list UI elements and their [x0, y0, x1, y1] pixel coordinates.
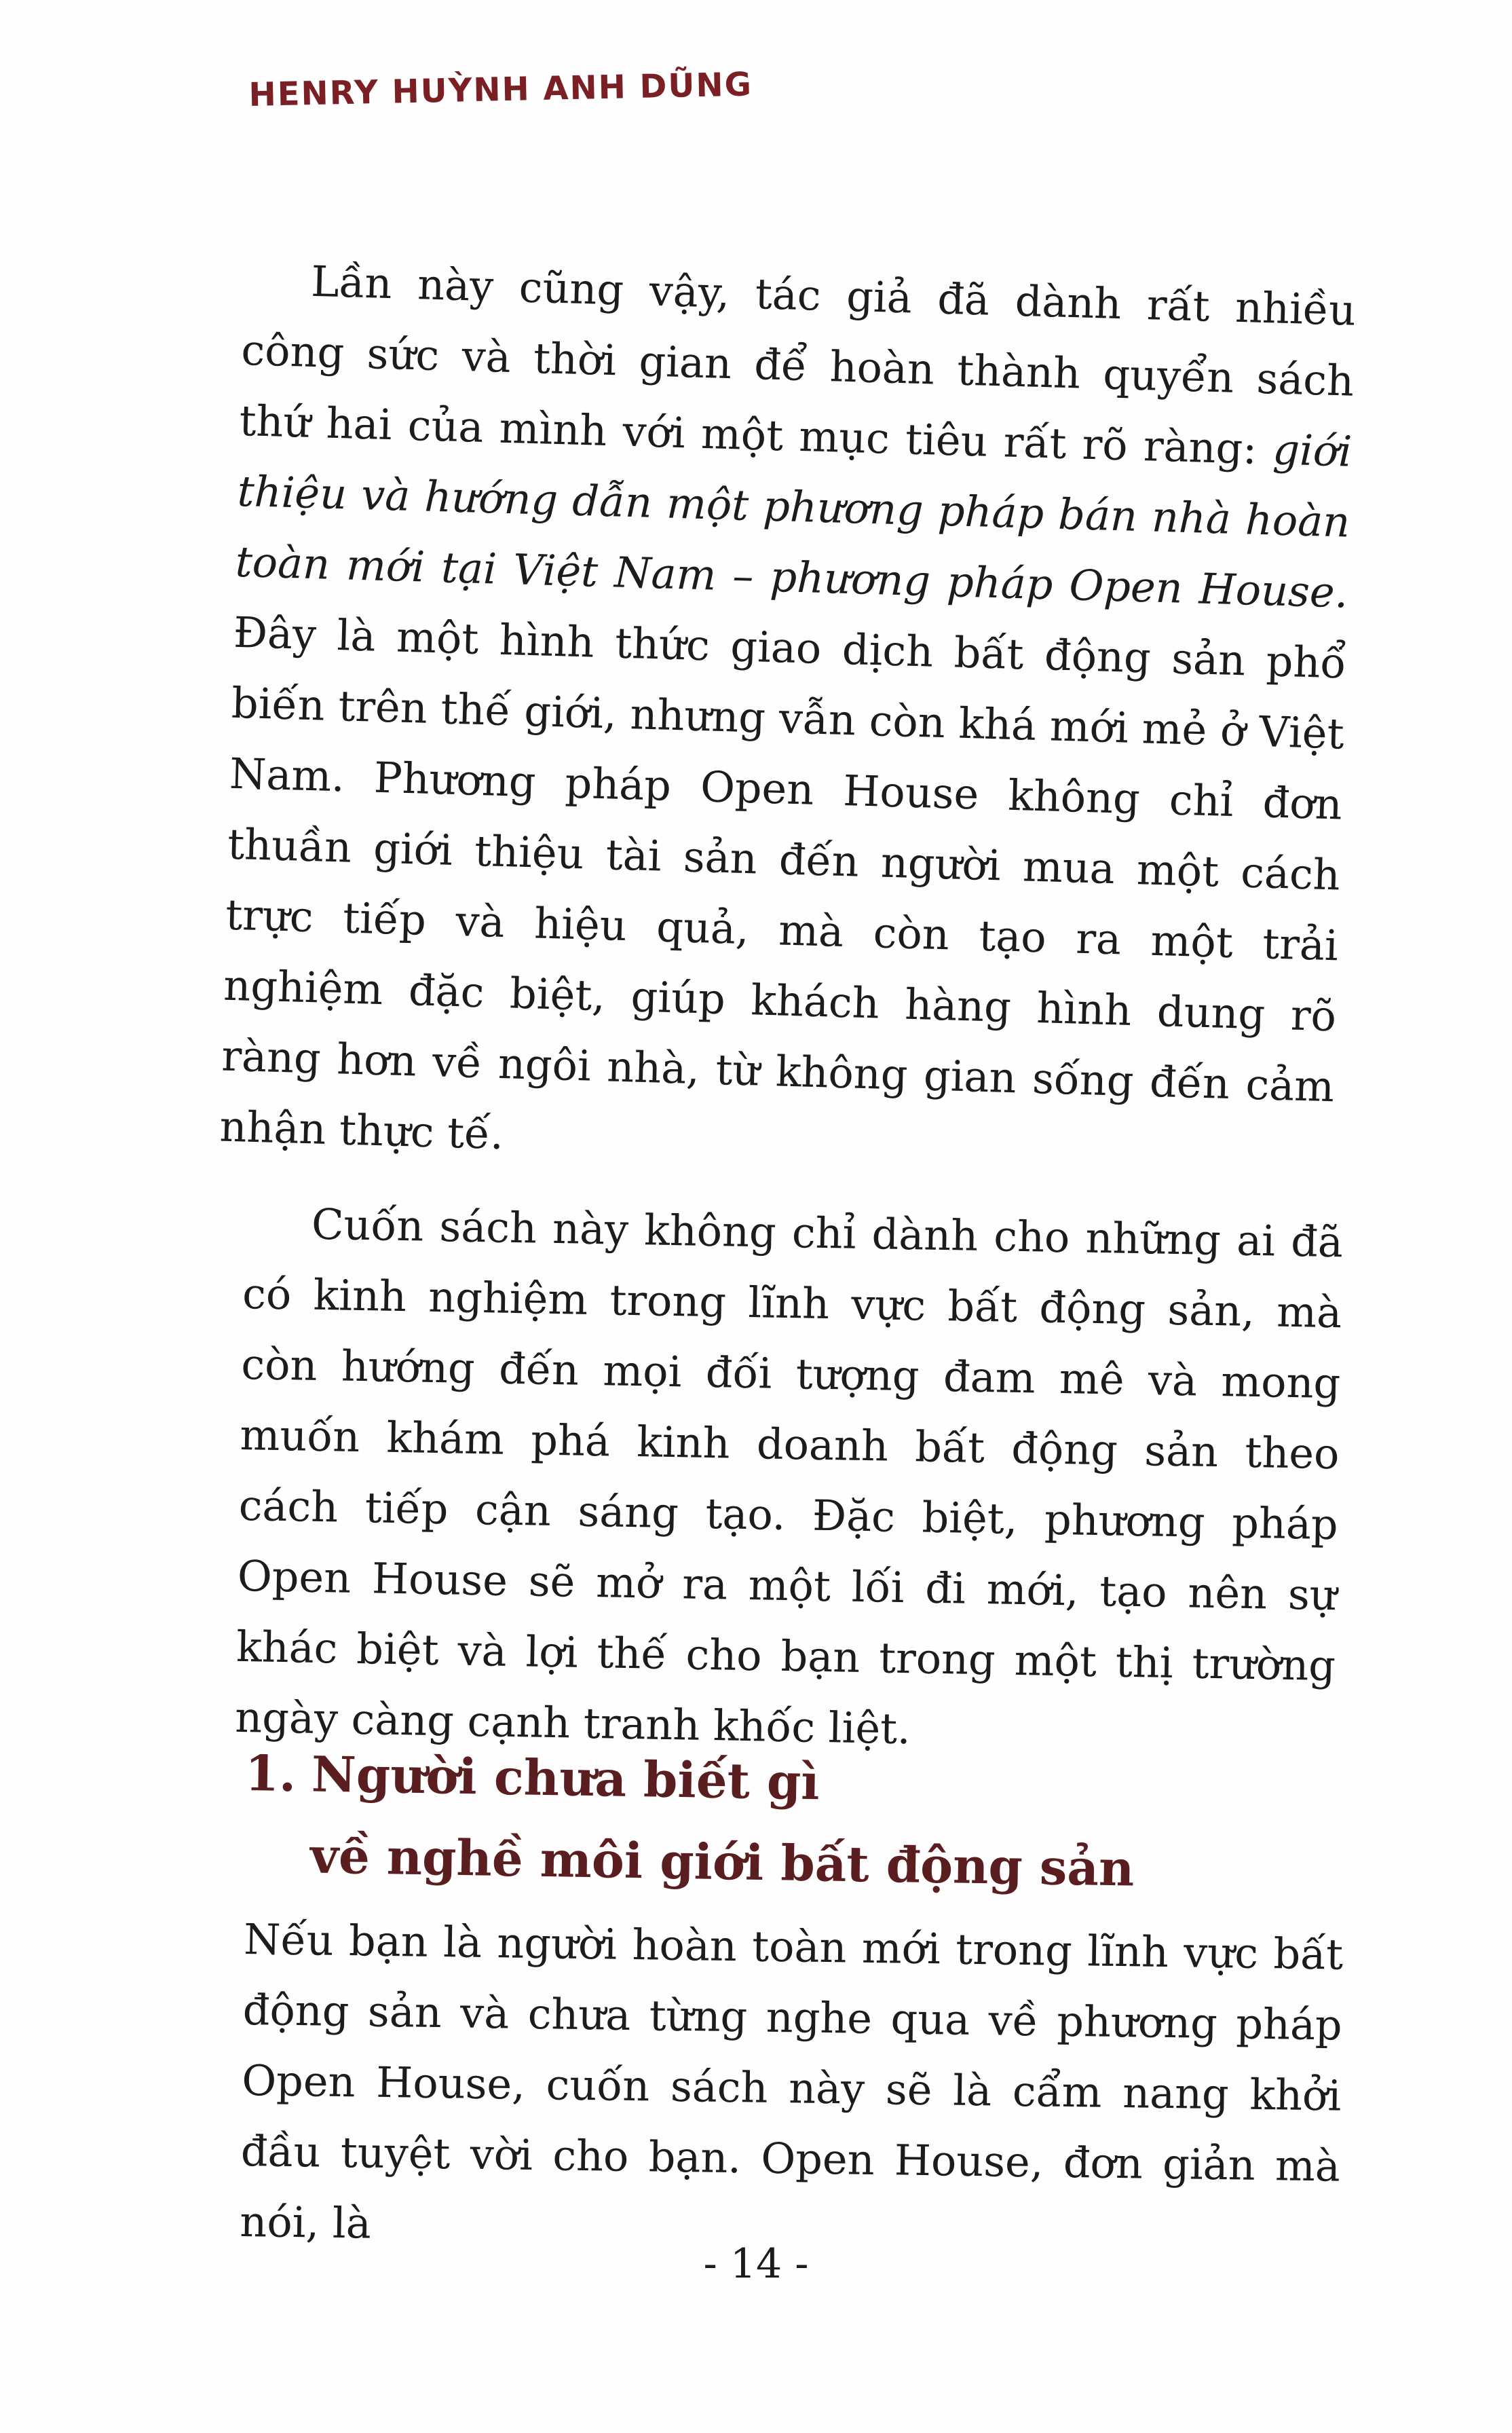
- paragraph-lead: Lần này cũng vậy, tác giả đã dành rất nhiều công sức và thời gian để hoàn thành quyển sách thứ hai của mình với một mục tiêu rất rõ ràng:: [238, 256, 1357, 475]
- paragraph-intro-2: [234, 1188, 1343, 1772]
- section-number: 1.: [244, 1743, 297, 1803]
- paragraph-italic: giới thiệu và hướng dẫn một phương pháp bán nhà hoàn toàn mới tại Việt Nam – phương pháp Open House.: [234, 424, 1353, 618]
- paragraph-section-1: [240, 1904, 1344, 2273]
- section-title-line-1: Người chưa biết gì: [311, 1745, 820, 1811]
- page-number: - 14 -: [703, 2240, 809, 2288]
- paragraph-text: [219, 244, 1357, 1193]
- paragraph-rest: Đây là một hình thức giao dịch bất động sản phổ biến trên thế giới, nhưng vẫn còn khá mới mẻ ở Việt Nam. Phương pháp Open House không chỉ đơn thuần giới thiệu tài sản đến người mua một cách trực tiếp và hiệu quả, mà còn tạo ra một trải nghiệm đặc biệt, giúp khách hàng hình dung rõ ràng hơn về ngôi nhà, từ không gian sống đến cảm nhận thực tế.: [219, 607, 1347, 1159]
- paragraph-text: Cuốn sách này không chỉ dành cho những ai đã có kinh nghiệm trong lĩnh vực bất động sản, mà còn hướng đến mọi đối tượng đam mê và mong muốn khám phá kinh doanh bất động sản theo cách tiếp cận sáng tạo. Đặc biệt, phương pháp Open House sẽ mở ra một lối đi mới, tạo nên sự khác biệt và lợi thế cho bạn trong một thị trường ngày càng cạnh tranh khốc liệt.: [234, 1199, 1344, 1754]
- paragraph-text: Nếu bạn là người hoàn toàn mới trong lĩnh vực bất động sản và chưa từng nghe qua về phương pháp Open House, cuốn sách này sẽ là cẩm nang khởi đầu tuyệt vời cho bạn. Open House, đơn giản mà nói, là: [239, 1914, 1344, 2248]
- section-heading: [243, 1732, 1359, 1913]
- section-title-line-2: về nghề môi giới bất động sản: [309, 1826, 1135, 1897]
- paragraph-intro-1: [219, 244, 1357, 1193]
- running-head: HENRY HUỲNH ANH DŨNG: [248, 65, 753, 114]
